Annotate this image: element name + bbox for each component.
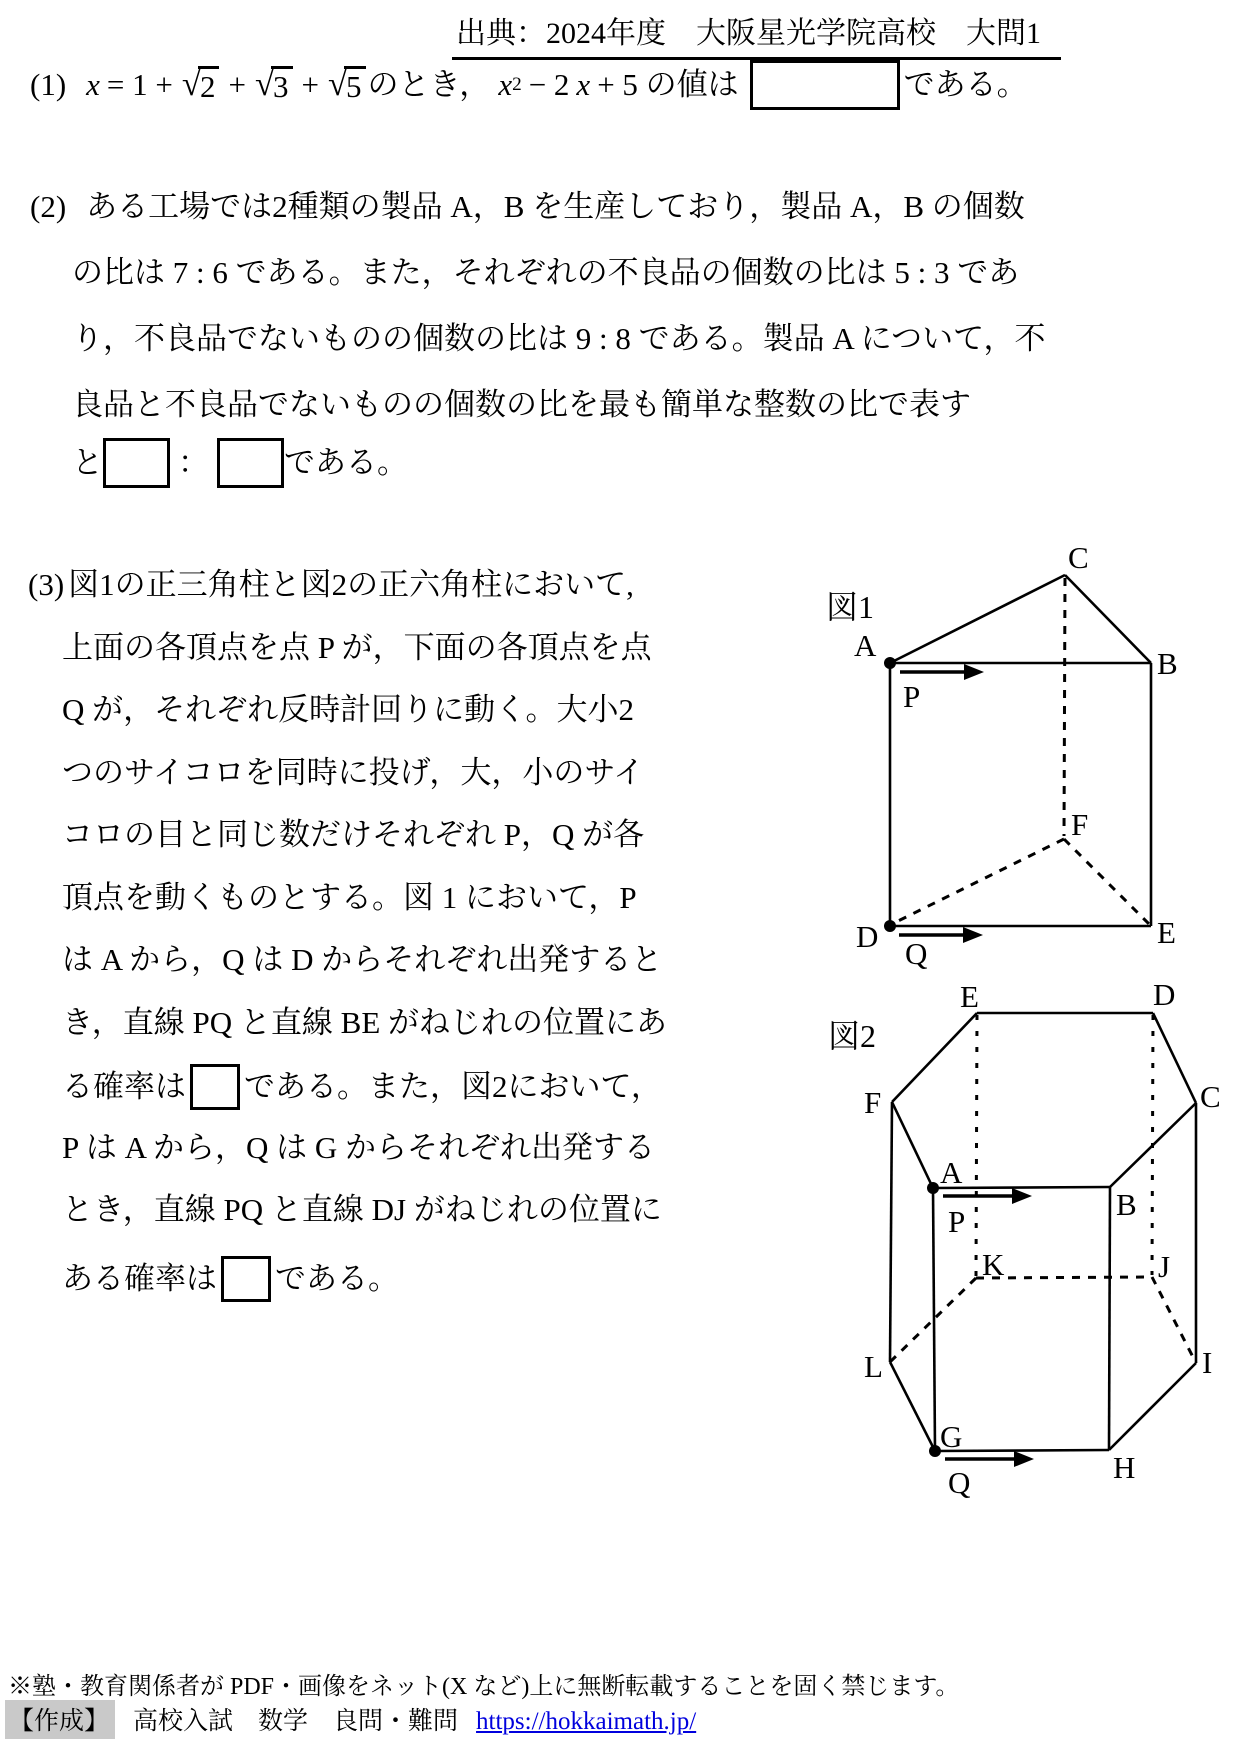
figure-1-triangular-prism bbox=[790, 530, 1244, 978]
fig2-vertex-label-g: G bbox=[940, 1419, 963, 1454]
fig2-vertex-label-b: B bbox=[1116, 1187, 1137, 1222]
fig2-vertex-label-j: J bbox=[1158, 1249, 1171, 1284]
problem-3-text: 図1の正三角柱と図2の正六角柱において, bbox=[68, 567, 634, 602]
fig2-point-p-marker bbox=[927, 1182, 939, 1194]
problem-3-prob1-suffix: である。また，図2において， bbox=[244, 1068, 662, 1104]
sqrt-2: √ 2 bbox=[182, 66, 220, 105]
problem-3-line-9 bbox=[62, 1062, 662, 1112]
math-plus: + bbox=[301, 66, 319, 102]
fig2-solid-edges bbox=[890, 1013, 1196, 1451]
problem-3-line-10: P は A から，Q は G からそれぞれ出発する bbox=[62, 1130, 656, 1165]
hokkaimath-link[interactable]: https://hokkaimath.jp/ bbox=[476, 1708, 697, 1735]
problem-2-line-2: の比は 7 : 6 である。また，それぞれの不良品の個数の比は 5 : 3 であ bbox=[72, 255, 1020, 290]
fig1-solid-edges bbox=[890, 575, 1151, 926]
fig1-vertex-label-b: B bbox=[1157, 646, 1178, 681]
fig1-point-label-p: P bbox=[903, 679, 921, 714]
fig2-p-arrow bbox=[943, 1188, 1032, 1204]
fig2-vertex-label-f: F bbox=[864, 1085, 882, 1120]
problem-2-line-5 bbox=[72, 437, 408, 489]
problem-1-label: (1) bbox=[30, 66, 67, 102]
answer-box-p3-second bbox=[221, 1256, 271, 1302]
fig2-vertex-label-e: E bbox=[960, 979, 979, 1014]
fig1-vertex-label-d: D bbox=[856, 919, 879, 954]
source-header: 出典：2024年度 大阪星光学院高校 大問1 bbox=[452, 8, 1061, 60]
fig2-vertex-label-l: L bbox=[864, 1349, 883, 1384]
fig1-vertex-label-c: C bbox=[1068, 540, 1089, 575]
problem-2-text: ある工場では2種類の製品 A，B を生産しており，製品 A，B の個数 bbox=[86, 189, 1025, 224]
credit-line bbox=[5, 1700, 696, 1739]
fig2-vertex-label-d: D bbox=[1153, 977, 1176, 1012]
fig1-title: 図1 bbox=[826, 589, 875, 625]
problem-3-line-6: 頂点を動くものとする。図 1 において，P bbox=[62, 880, 637, 915]
problem-3-line-7: は A から，Q は D からそれぞれ出発すると bbox=[62, 942, 663, 977]
math-var-x: x bbox=[498, 66, 513, 102]
answer-box-p2-left bbox=[103, 438, 170, 488]
problem-2-line-4: 良品と不良品でないものの個数の比を最も簡単な整数の比で表す bbox=[72, 387, 971, 422]
fig1-vertex-label-f: F bbox=[1071, 807, 1089, 842]
math-poly-a: − 2 bbox=[528, 66, 570, 102]
problem-3-prob1-prefix: る確率は bbox=[62, 1068, 186, 1104]
figure-2-hexagonal-prism bbox=[790, 975, 1244, 1525]
problem-3-prob2-prefix: ある確率は bbox=[62, 1260, 217, 1296]
fig2-vertex-label-c: C bbox=[1200, 1079, 1221, 1114]
problem-1-line: (1) x = 1 + √ 2 + √ 3 + √ 5 のとき， x 2 − 2 x + 5 の値は である。 bbox=[30, 58, 1028, 112]
fig1-hidden-edges bbox=[892, 578, 1149, 924]
problem-3-line-8: き，直線 PQ と直線 BE がねじれの位置にあ bbox=[62, 1005, 667, 1040]
fig1-vertex-label-e: E bbox=[1157, 915, 1176, 950]
math-var-x: x bbox=[86, 66, 100, 102]
copyright-notice: ※塾・教育関係者が PDF・画像をネット(X など)上に無断転載することを固く禁じます。 bbox=[8, 1674, 960, 1700]
problem-2-line-3: り，不良品でないものの個数の比は 9 : 8 である。製品 A について，不 bbox=[72, 321, 1046, 356]
fig1-point-label-q: Q bbox=[905, 936, 928, 971]
fig1-point-p-marker bbox=[884, 657, 896, 669]
math-eq: = 1 + bbox=[106, 66, 173, 102]
problem-3-line-2: 上面の各頂点を点 P が，下面の各頂点を点 bbox=[62, 630, 652, 665]
problem-3-prob2-suffix: である。 bbox=[275, 1260, 399, 1296]
math-plus: + bbox=[228, 66, 246, 102]
problem-3-line-4: つのサイコロを同時に投げ，大，小のサイ bbox=[62, 755, 645, 790]
fig2-vertex-label-a: A bbox=[940, 1155, 963, 1190]
problem-3-line-5: コロの目と同じ数だけそれぞれ P，Q が各 bbox=[62, 817, 645, 852]
problem-3-line-12 bbox=[62, 1254, 399, 1304]
fig1-vertex-label-a: A bbox=[854, 628, 877, 663]
fig2-vertex-label-k: K bbox=[982, 1247, 1005, 1282]
problem-3-label: (3) bbox=[28, 567, 65, 602]
credit-text: 高校入試 数学 良問・難問 bbox=[133, 1708, 459, 1735]
fig1-p-arrow bbox=[900, 664, 984, 680]
fig2-vertex-label-h: H bbox=[1113, 1450, 1136, 1485]
fig2-point-label-q: Q bbox=[948, 1465, 971, 1500]
answer-box-p3-first bbox=[190, 1064, 240, 1110]
problem-2-label: (2) bbox=[30, 189, 67, 224]
problem-1-condition: のとき， bbox=[367, 66, 491, 102]
problem-1-tail: である。 bbox=[903, 66, 1028, 102]
problem-2-ratio-suffix: である。 bbox=[284, 444, 408, 480]
problem-3-line-3: Q が，それぞれ反時計回りに動く。大小2 bbox=[62, 692, 635, 727]
problem-2-line-1 bbox=[30, 188, 1025, 227]
fig2-point-label-p: P bbox=[948, 1204, 966, 1239]
ratio-colon: ： bbox=[178, 444, 209, 480]
math-var-x: x bbox=[576, 66, 591, 102]
problem-3-line-11: とき，直線 PQ と直線 DJ がねじれの位置に bbox=[62, 1192, 662, 1227]
fig2-vertex-label-i: I bbox=[1202, 1345, 1213, 1380]
sqrt-5: √ 5 bbox=[328, 66, 366, 105]
sqrt-3: √ 3 bbox=[255, 66, 293, 105]
fig2-title: 図2 bbox=[828, 1018, 877, 1054]
math-poly-b: + 5 の値は bbox=[597, 66, 739, 102]
credit-label: 【作成】 bbox=[5, 1700, 115, 1739]
answer-box-p2-right bbox=[217, 438, 284, 488]
problem-2-ratio-prefix: と bbox=[72, 444, 103, 480]
fig1-point-q-marker bbox=[884, 920, 896, 932]
answer-box-p1 bbox=[750, 60, 900, 110]
problem-3-line-1 bbox=[28, 566, 634, 605]
